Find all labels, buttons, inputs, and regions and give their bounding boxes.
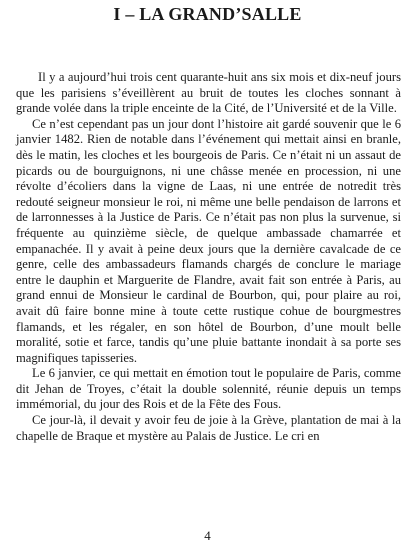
chapter-title: I – LA GRAND’SALLE: [113, 4, 302, 24]
paragraph-4: Ce jour-là, il devait y avoir feu de joie à la Grève, plantation de mai à la chapelle de Braque et mystère au Palais de Justice. Le cri en: [16, 413, 401, 443]
paragraph-2: Ce n’est cependant pas un jour dont l’histoire ait gardé souvenir que le 6 janvier 1482. Rien de notable dans l’événement qui mettait ainsi en branle, dès le matin, les cloches et les bourgeois de Paris. Ce n’était ni un assaut de picards ou de bourguignons, ni une châsse menée en procession, ni une révolte d’écoliers dans la vigne de Laas, ni une entrée de notredit très redouté seigneur monsieur le roi, ni même une belle pendaison de larrons et de larronnesses à la Justice de Paris. Ce n’était pas non plus la survenue, si fréquente au quinzième siècle, de quelque ambassade chamarrée et empanachée. Il y avait à peine deux jours que la dernière cavalcade de ce genre, celle des ambassadeurs flamands chargés de conclure le mariage entre le dauphin et Marguerite de Flandre, avait fait son entrée à Paris, au grand ennui de Monsieur le cardinal de Bourbon, qui, pour plaire au roi, avait dû faire bonne mine à toute cette rustique cohue de bourgmestres flamands, et les régaler, en son hôtel de Bourbon, d’une moult belle moralité, sotie et farce, tandis qu’une pluie battante inondait à sa porte ses magnifiques tapisseries.: [16, 116, 401, 365]
page-number: 4: [204, 528, 211, 543]
paragraph-3: Le 6 janvier, ce qui mettait en émotion tout le populaire de Paris, comme dit Jehan de Troyes, c’était la double solennité, réunie depuis un temps immémorial, du jour des Rois et de la Fête des Fous.: [16, 366, 401, 412]
paragraph-1: Il y a aujourd’hui trois cent quarante-huit ans six mois et dix-neuf jours que les parisiens s’éveillèrent au bruit de toutes les cloches sonnant à grande volée dans la triple enceinte de la Cité, de l’Université et de la Ville.: [16, 70, 401, 116]
body-text: [16, 70, 401, 444]
